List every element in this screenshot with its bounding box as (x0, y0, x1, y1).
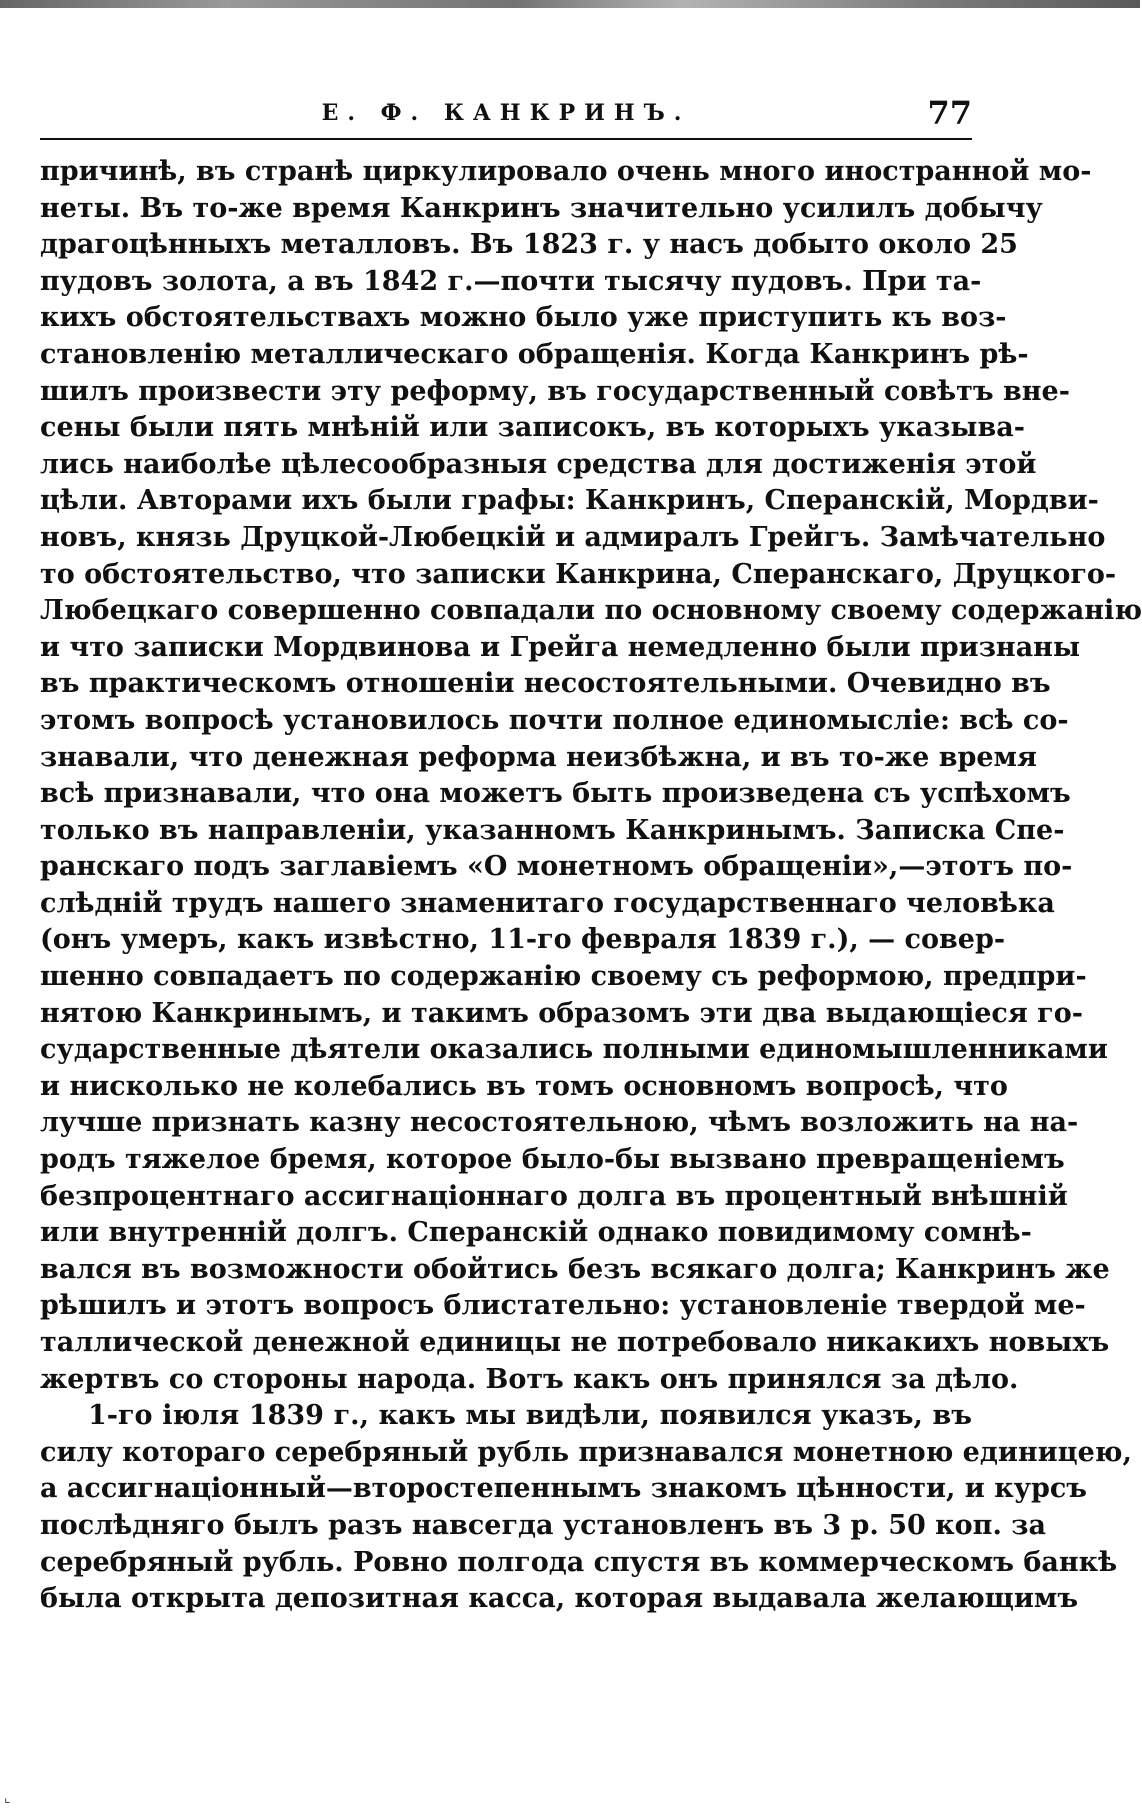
text-line: шенно совпадаетъ по содержанію своему съ реформою, предпри- (40, 961, 1087, 993)
text-line: цѣли. Авторами ихъ были графы: Канкринъ, Сперанскій, Мордви- (40, 485, 1099, 517)
text-line: безпроцентнаго ассигнаціоннаго долга въ процентный внѣшній (40, 1180, 1068, 1212)
text-line: слѣдній трудъ нашего знаменитаго государственнаго человѣка (40, 887, 1055, 919)
text-line: сены были пять мнѣній или записокъ, въ которыхъ указыва- (40, 412, 1025, 444)
page-number: 77 (927, 94, 972, 132)
paragraph-end-line: жертвъ со стороны народа. Вотъ какъ онъ принялся за дѣло. (40, 1363, 1019, 1395)
text-line: этомъ вопросѣ установилось почти полное единомысліе: всѣ со- (40, 704, 1069, 736)
text-line: таллической денежной единицы не потребовало никакихъ новыхъ (40, 1327, 1110, 1358)
text-line: родъ тяжелое бремя, которое было-бы вызвано превращеніемъ (40, 1144, 1065, 1176)
text-line: и нисколько не колебались въ томъ основномъ вопросѣ, что (40, 1070, 1008, 1102)
text-line: знавали, что денежная реформа неизбѣжна, и въ то-же время (40, 741, 1037, 773)
text-line: была открыта депозитная касса, которая выдавала желающимъ (40, 1583, 1079, 1615)
text-line: сударственные дѣятели оказались полными единомышленниками (40, 1034, 1108, 1066)
body-text (40, 154, 1142, 1618)
text-line: или внутренній долгъ. Сперанскій однако повидимому сомнѣ- (40, 1217, 1032, 1249)
text-line: силу котораго серебряный рубль признавался монетною единицею, (40, 1436, 1132, 1468)
text-line: ранскаго подъ заглавіемъ «О монетномъ обращеніи»,—этотъ по- (40, 851, 1073, 883)
text-line: лись наиболѣе цѣлесообразныя средства для достиженія этой (40, 448, 1037, 480)
text-line: въ практическомъ отношеніи несостоятельными. Очевидно въ (40, 668, 1051, 700)
text-line: причинѣ, въ странѣ циркулировало очень много иностранной мо- (40, 156, 1092, 187)
text-line: серебряный рубль. Ровно полгода спустя въ коммерческомъ банкѣ (40, 1546, 1118, 1578)
text-line: рѣшилъ и этотъ вопросъ блистательно: установленіе твердой ме- (40, 1290, 1086, 1322)
text-line: вался въ возможности обойтись безъ всякаго долга; Канкринъ же (40, 1253, 1110, 1285)
text-line: лучше признать казну несостоятельною, чѣмъ возложить на на- (40, 1107, 1079, 1139)
text-line: шилъ произвести эту реформу, въ государственный совѣтъ вне- (40, 375, 1070, 407)
text-line: неты. Въ то-же время Канкринъ значительно усилилъ добычу (40, 192, 1043, 224)
running-title: Е. Ф. КАНКРИНЪ. (321, 100, 691, 126)
running-header (40, 96, 972, 136)
text-line: нятою Канкринымъ, и такимъ образомъ эти два выдающіеся го- (40, 997, 1083, 1029)
text-line: драгоцѣнныхъ металловъ. Въ 1823 г. у насъ добыто около 25 (40, 229, 1018, 261)
text-line: становленію металлическаго обращенія. Когда Канкринъ рѣ- (40, 338, 1029, 370)
text-line: Любецкаго совершенно совпадали по основному своему содержанію (40, 595, 1142, 627)
text-line: а ассигнаціонный—второстепеннымъ знакомъ цѣнности, и курсъ (40, 1473, 1088, 1505)
text-line: пудовъ золота, а въ 1842 г.—почти тысячу пудовъ. При та- (40, 265, 982, 297)
header-rule (40, 138, 972, 140)
text-line: только въ направленіи, указанномъ Канкринымъ. Записка Спе- (40, 814, 1065, 846)
text-line: и что записки Мордвинова и Грейга немедленно были признаны (40, 631, 1081, 663)
text-line: всѣ признавали, что она можетъ быть произведена съ успѣхомъ (40, 778, 1071, 810)
scan-corner-mark: ⌞ (4, 1790, 11, 1806)
text-line: (онъ умеръ, какъ извѣстно, 11-го февраля 1839 г.), — совер- (40, 924, 1006, 956)
text-line: кихъ обстоятельствахъ можно было уже приступить къ воз- (40, 302, 1007, 334)
text-line: послѣдняго былъ разъ навсегда установленъ въ 3 р. 50 коп. за (40, 1509, 1046, 1541)
text-line: то обстоятельство, что записки Канкрина, Сперанскаго, Друцкого- (40, 558, 1117, 590)
text-line: новъ, князь Друцкой-Любецкій и адмиралъ Грейгъ. Замѣчательно (40, 521, 1106, 553)
paragraph-start-line: 1-го іюля 1839 г., какъ мы видѣли, появился указъ, въ (88, 1400, 972, 1432)
scan-top-edge (0, 0, 1140, 8)
